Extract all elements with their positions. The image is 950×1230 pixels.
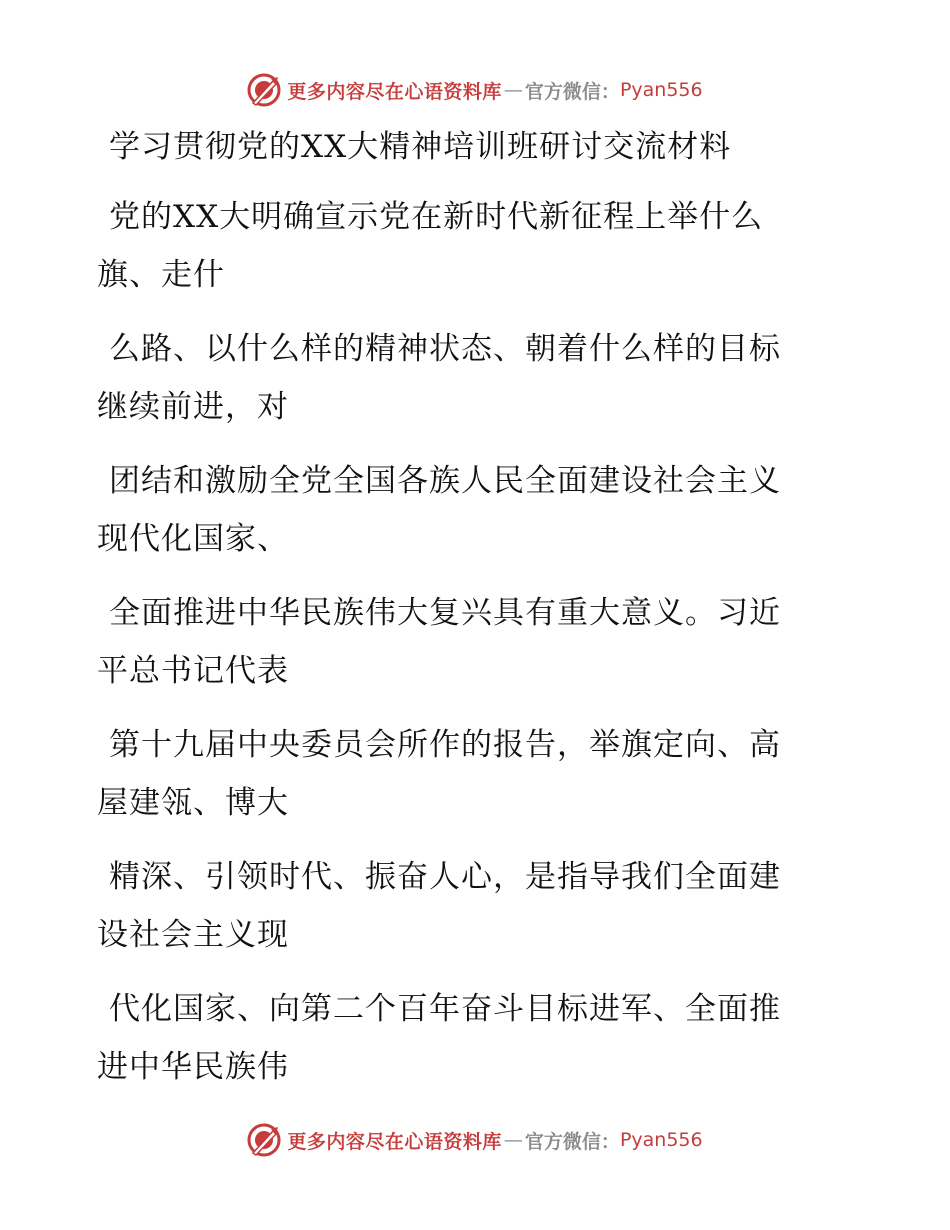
- header-banner: [0, 70, 950, 110]
- paragraph-7: [97, 980, 837, 1096]
- paragraph-line: 全面推进中华民族伟大复兴具有重大意义。习近: [109, 595, 781, 631]
- footer-banner: [0, 1120, 950, 1160]
- paragraph-line: 第十九届中央委员会所作的报告，举旗定向、高: [109, 727, 781, 763]
- paragraph-line: 党的XX大明确宣示党在新时代新征程上举什么: [109, 199, 764, 235]
- header-brand-text: 更多内容尽在心语资料库: [287, 80, 502, 103]
- paragraph-line: 团结和激励全党全国各族人民全面建设社会主义: [109, 463, 781, 499]
- footer-official-label: 官方微信：: [524, 1130, 620, 1153]
- paragraph-line: 屋建瓴、博大: [97, 785, 289, 821]
- quill-seal-icon: [247, 73, 281, 107]
- header-dash: —: [503, 79, 523, 101]
- paragraph-line: 代化国家、向第二个百年奋斗目标进军、全面推: [109, 991, 781, 1027]
- paragraph-4: [97, 584, 837, 700]
- paragraph-line: 旗、走什: [97, 257, 225, 293]
- paragraph-line: 么路、以什么样的精神状态、朝着什么样的目标: [109, 331, 781, 367]
- paragraph-line: 平总书记代表: [97, 653, 289, 689]
- document-body: [97, 118, 837, 1112]
- header-wechat-id: Pyan556: [619, 79, 703, 101]
- paragraph-line: 现代化国家、: [97, 521, 289, 557]
- paragraph-5: [97, 716, 837, 832]
- paragraph-line: 精深、引领时代、振奋人心，是指导我们全面建: [109, 859, 781, 895]
- paragraph-2: [97, 320, 837, 436]
- paragraph-line: 继续前进，对: [97, 389, 289, 425]
- header-official-label: 官方微信：: [524, 80, 620, 103]
- document-title: 学习贯彻党的XX大精神培训班研讨交流材料: [109, 129, 732, 165]
- paragraph-3: [97, 452, 837, 568]
- paragraph-line: 设社会主义现: [97, 917, 289, 953]
- paragraph-1: [97, 188, 837, 304]
- paragraph-line: 进中华民族伟: [97, 1049, 289, 1085]
- footer-wechat-id: Pyan556: [619, 1129, 703, 1151]
- quill-seal-icon: [247, 1123, 281, 1157]
- footer-brand-text: 更多内容尽在心语资料库: [287, 1130, 502, 1153]
- paragraph-6: [97, 848, 837, 964]
- footer-dash: —: [503, 1129, 523, 1151]
